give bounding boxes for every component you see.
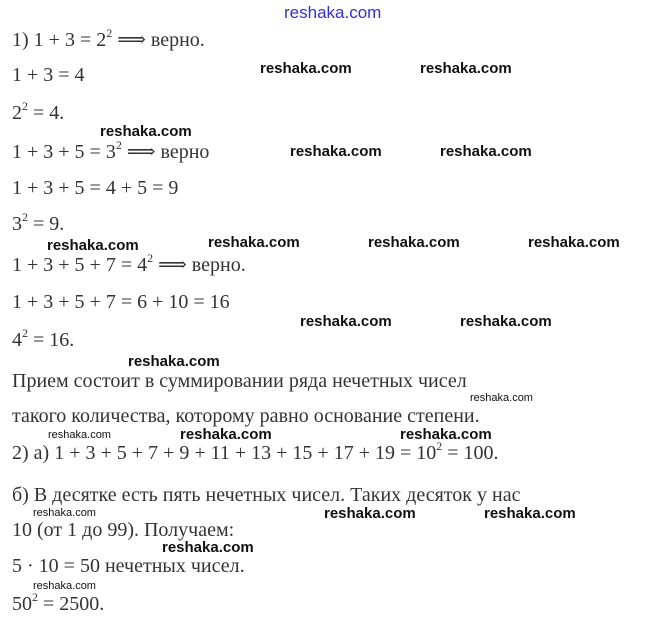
watermark: reshaka.com — [300, 313, 392, 330]
watermark: reshaka.com — [290, 143, 382, 160]
watermark: reshaka.com — [420, 60, 512, 77]
line-text: = 100. — [442, 442, 499, 464]
watermark: reshaka.com — [260, 60, 352, 77]
solution-line — [12, 590, 105, 615]
line-text: ⟹ верно. — [112, 29, 205, 51]
line-text: 10 (от 1 до 99). Получаем: — [12, 519, 235, 541]
line-text: 5 · 10 = 50 нечетных чисел. — [12, 555, 245, 577]
line-text: 2) а) 1 + 3 + 5 + 7 + 9 + 11 + 13 + 15 + 17 + 19 = 10 — [12, 442, 437, 464]
solution-line — [12, 370, 467, 392]
line-text: 50 — [12, 593, 32, 615]
line-text: 1 + 3 = 4 — [12, 64, 85, 86]
exponent: 2 — [22, 99, 28, 113]
line-text: 1 + 3 + 5 = 4 + 5 = 9 — [12, 177, 179, 199]
watermark: reshaka.com — [100, 123, 192, 140]
line-text: б) В десятке есть пять нечетных чисел. Таких десяток у нас — [12, 484, 521, 506]
exponent: 2 — [32, 590, 38, 604]
solution-line — [12, 251, 246, 276]
watermark: reshaka.com — [324, 505, 416, 522]
exponent: 2 — [147, 251, 154, 265]
watermark: reshaka.com — [284, 3, 382, 22]
watermark: reshaka.com — [484, 505, 576, 522]
line-text: 1 + 3 + 5 + 7 = 6 + 10 = 16 — [12, 291, 230, 313]
line-text: 1 + 3 + 5 = 3 — [12, 141, 116, 163]
watermark: reshaka.com — [400, 426, 492, 443]
solution-line — [12, 326, 75, 351]
watermark: reshaka.com — [368, 234, 460, 251]
watermark: reshaka.com — [33, 580, 96, 592]
exponent: 2 — [106, 26, 113, 40]
line-text: 4 — [12, 329, 22, 351]
solution-line — [12, 210, 65, 235]
exponent: 2 — [115, 138, 122, 152]
line-text: = 2500. — [38, 593, 105, 615]
watermark: reshaka.com — [460, 313, 552, 330]
exponent: 2 — [22, 210, 28, 224]
solution-line — [12, 291, 230, 313]
watermark: reshaka.com — [162, 539, 254, 556]
solution-line — [12, 405, 480, 427]
solution-line — [12, 64, 85, 86]
line-text: 3 — [12, 213, 22, 235]
watermark: reshaka.com — [180, 426, 272, 443]
line-text: такого количества, которому равно основание степени. — [12, 405, 480, 427]
line-text: 1) 1 + 3 = 2 — [12, 29, 107, 51]
solution-line — [12, 439, 499, 464]
watermark: reshaka.com — [47, 237, 139, 254]
line-text: ⟹ верно — [121, 141, 210, 163]
solution-line — [12, 138, 210, 163]
solution-line — [12, 519, 234, 541]
solution-line — [12, 555, 245, 577]
exponent: 2 — [22, 326, 28, 340]
line-text: 2 — [12, 102, 22, 124]
watermark: reshaka.com — [528, 234, 620, 251]
line-text: Прием состоит в суммировании ряда нечетных чисел — [12, 370, 467, 392]
watermark: reshaka.com — [33, 507, 96, 519]
line-text: = 4. — [28, 102, 65, 124]
solution-line — [12, 484, 520, 506]
watermark: reshaka.com — [440, 143, 532, 160]
solution-line — [12, 177, 178, 199]
solution-line — [12, 26, 205, 51]
watermark: reshaka.com — [208, 234, 300, 251]
watermark: reshaka.com — [48, 429, 111, 441]
watermark: reshaka.com — [470, 392, 533, 404]
line-text: ⟹ верно. — [153, 254, 246, 276]
solution-line — [12, 99, 65, 124]
line-text: 1 + 3 + 5 + 7 = 4 — [12, 254, 148, 276]
exponent: 2 — [436, 439, 443, 453]
line-text: = 9. — [28, 213, 65, 235]
line-text: = 16. — [28, 329, 75, 351]
watermark: reshaka.com — [128, 353, 220, 370]
